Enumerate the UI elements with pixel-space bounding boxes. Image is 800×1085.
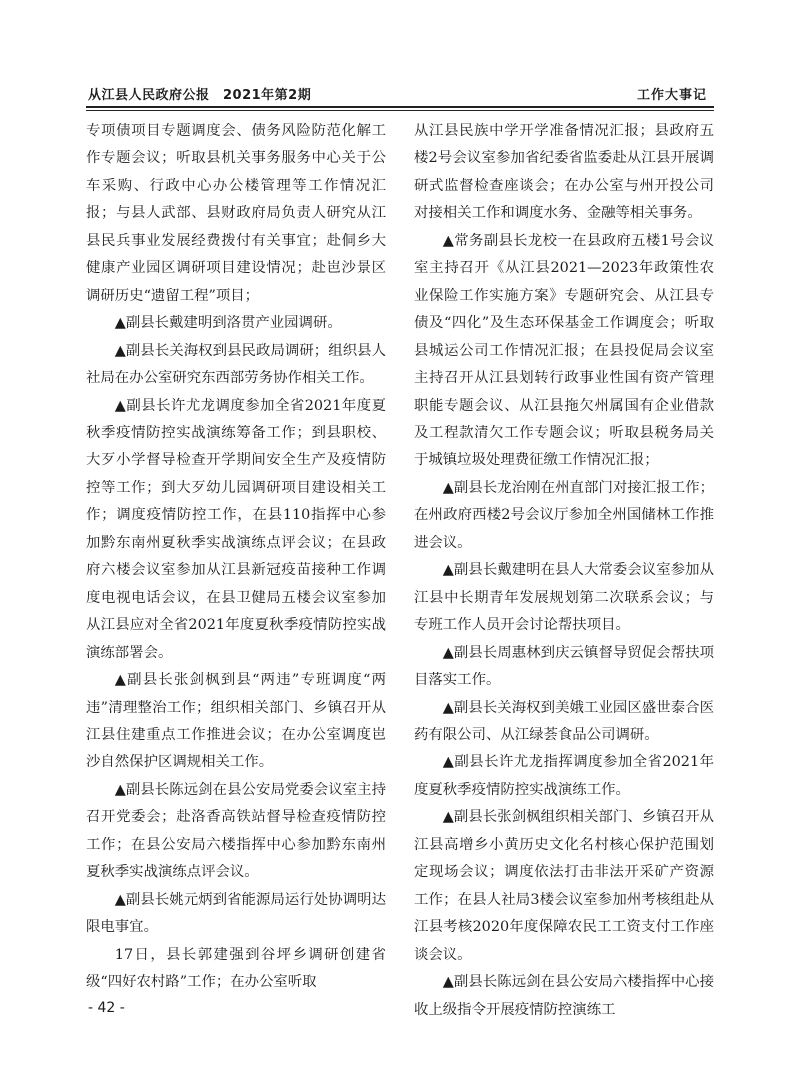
left-column bbox=[86, 118, 386, 997]
paragraph: ▲副县长张剑枫组织相关部门、乡镇召开从江县高增乡小黄历史文化名村核心保护范围划定现场会议；调度依法打击非法开采矿产资源工作；在县人社局3楼会议室参加州考核组赴从江县考核2020年度保障农民工工资支付工作座谈会议。 bbox=[414, 809, 714, 963]
page-number: - 42 - bbox=[88, 1000, 125, 1016]
paragraph: 专项债项目专题调度会、债务风险防范化解工作专题会议；听取县机关事务服务中心关于公车采购、行政中心办公楼管理等工作情况汇报；与县人武部、县财政府局负责人研究从江县民兵事业发展经费拨付有关事宜；赴侗乡大健康产业园区调研项目建设情况；赴岜沙景区调研历史“遗留工程”项目； bbox=[86, 123, 386, 304]
header-rule-thin bbox=[86, 110, 714, 111]
paragraph: ▲副县长陈远剑在县公安局六楼指挥中心接收上级指令开展疫情防控演练工 bbox=[414, 974, 714, 1018]
paragraph: 17日，县长郭建强到谷坪乡调研创建省级“四好农村路”工作；在办公室听取 bbox=[86, 946, 386, 991]
paragraph: ▲副县长陈远剑在县公安局党委会议室主持召开党委会；赴洛香高铁站督导检查疫情防控工作；在县公安局六楼指挥中心参加黔东南州夏秋季实战演练点评会议。 bbox=[86, 781, 386, 881]
paragraph: ▲副县长姚元炳到省能源局运行处协调明达限电事宜。 bbox=[86, 891, 386, 936]
paragraph: ▲副县长周惠林到庆云镇督导贸促会帮扶项目落实工作。 bbox=[414, 644, 714, 689]
header-title: 从江县人民政府公报 2021年第2期 bbox=[88, 88, 312, 103]
paragraph: ▲副县长关海权到美娥工业园区盛世泰合医药有限公司、从江绿荟食品公司调研。 bbox=[414, 699, 714, 743]
right-column bbox=[414, 118, 714, 1024]
paragraph: ▲副县长戴建明到洛贯产业园调研。 bbox=[114, 315, 342, 332]
paragraph: ▲副县长关海权到县民政局调研；组织县人社局在办公室研究东西部劳务协作相关工作。 bbox=[86, 342, 386, 387]
paragraph: ▲常务副县长龙校一在县政府五楼1号会议室主持召开《从江县2021—2023年政策性农业保险工作实施方案》专题研究会、从江县专债及“四化”及生态环保基金工作调度会；听取县城运公司工作情况汇报；在县投促局会议室主持召开从江县划转行政事业性国有资产管理职能专题会议、从江县拖欠州属国有企业借款及工程款清欠工作专题会议；听取县税务局关于城镇垃圾处理费征缴工作情况汇报； bbox=[414, 232, 714, 469]
paragraph: 从江县民族中学开学准备情况汇报；县政府五楼2号会议室参加省纪委省监委赴从江县开展调研式监督检查座谈会；在办公室与州开投公司对接相关工作和调度水务、金融等相关事务。 bbox=[414, 123, 714, 222]
paragraph: ▲副县长许尤龙指挥调度参加全省2021年度夏秋季疫情防控实战演练工作。 bbox=[414, 754, 714, 798]
paragraph: ▲副县长张剑枫到县“两违”专班调度“两违”清理整治工作；组织相关部门、乡镇召开从江县住建重点工作推进会议；在办公室调度岜沙自然保护区调规相关工作。 bbox=[86, 672, 386, 771]
paragraph: ▲副县长龙治刚在州直部门对接汇报工作；在州政府西楼2号会议厅参加全州国储林工作推进会议。 bbox=[414, 479, 714, 551]
paragraph: ▲副县长许尤龙调度参加全省2021年度夏秋季疫情防控实战演练筹备工作；到县职校、大歹小学督导检查开学期间安全生产及疫情防控等工作；到大歹幼儿园调研项目建设相关工作；调度疫情防控工作，在县110指挥中心参加黔东南州夏秋季实战演练点评会议；在县政府六楼会议室参加从江县新冠疫苗接种工作调度电视电话会议，在县卫健局五楼会议室参加从江县应对全省2021年度夏秋季疫情防控实战演练部署会。 bbox=[86, 397, 386, 661]
paragraph: ▲副县长戴建明在县人大常委会议室参加从江县中长期青年发展规划第二次联系会议；与专班工作人员开会讨论帮扶项目。 bbox=[414, 562, 714, 634]
header-section: 工作大事记 bbox=[636, 88, 707, 103]
header-rule-thick bbox=[86, 106, 714, 108]
